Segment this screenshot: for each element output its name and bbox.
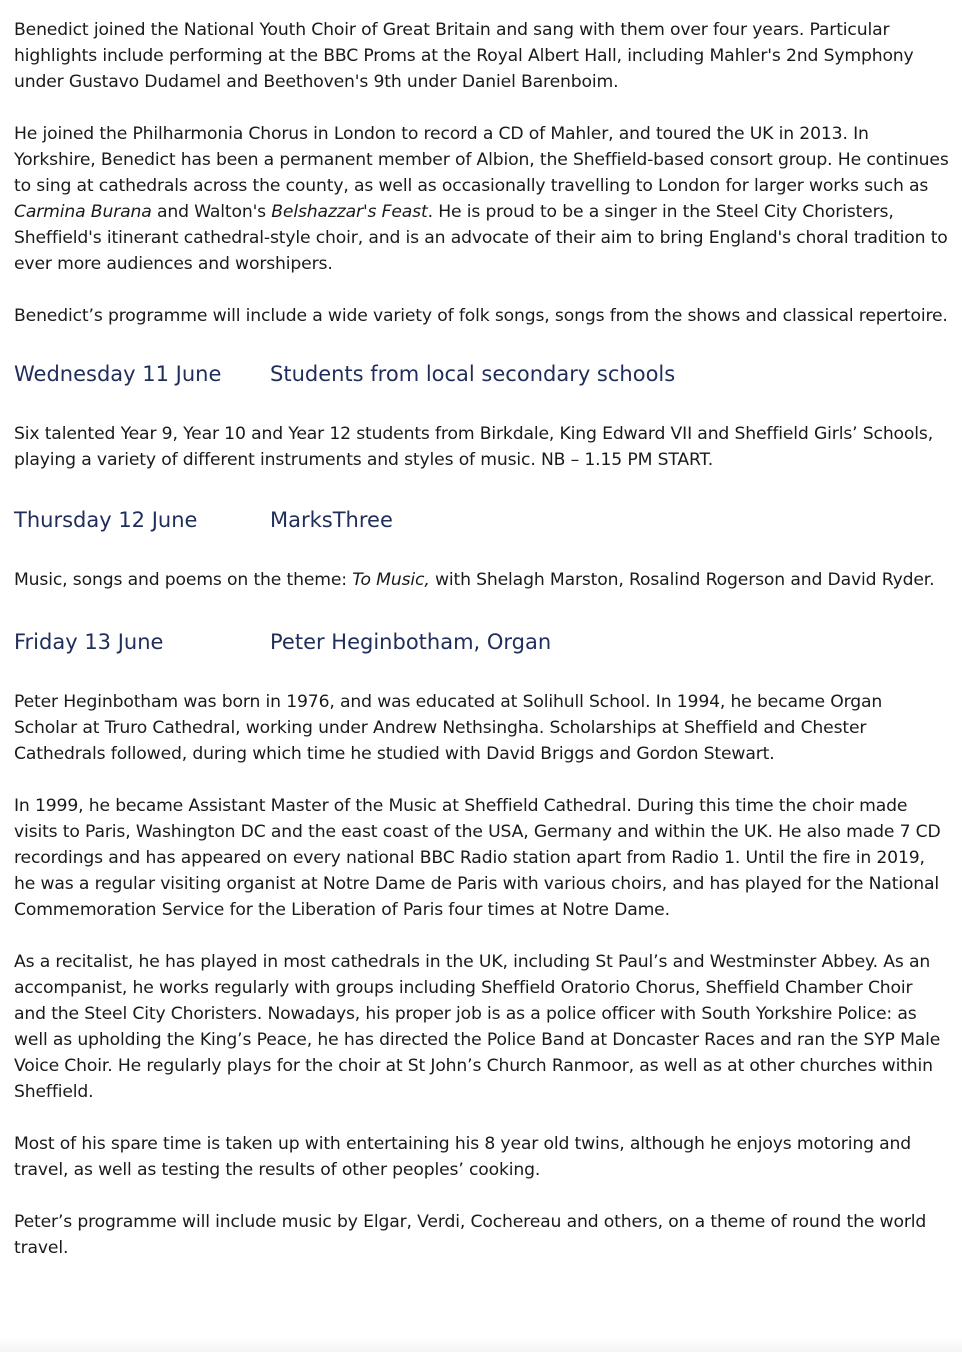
event-title: Students from local secondary schools	[270, 362, 676, 386]
event-heading-wednesday	[14, 359, 949, 389]
benedict-p2-italic-carmina: Carmina Burana	[14, 202, 152, 222]
peter-paragraph-1: Peter Heginbotham was born in 1976, and was educated at Solihull School. In 1994, he became Organ Scholar at Truro Cathedral, working under Andrew Nethsingha. Scholarships at Sheffield and Chester Cathedrals followed, during which time he studied with David Briggs and Gordon Stewart.	[14, 692, 883, 764]
thursday-description	[14, 567, 949, 593]
event-date: Wednesday 11 June	[14, 362, 222, 386]
thursday-desc-a: Music, songs and poems on the theme:	[14, 570, 353, 590]
thursday-desc-b: with Shelagh Marston, Rosalind Rogerson and David Ryder.	[429, 570, 935, 590]
event-title: Peter Heginbotham, Organ	[270, 630, 552, 654]
event-date: Friday 13 June	[14, 630, 164, 654]
benedict-p2-text-c: . He is proud to be a singer in the Steel City Choristers, Sheffield's itinerant cathedral-style choir, and is an advocate of their aim to bring England's choral tradition to ever more audiences and worshipers.	[14, 202, 948, 274]
benedict-p2-text-a: He joined the Philharmonia Chorus in London to record a CD of Mahler, and toured the UK in 2013. In Yorkshire, Benedict has been a permanent member of Albion, the Sheffield-based consort group. He continues to sing at cathedrals across the county, as well as occasionally travelling to London for larger works such as	[14, 124, 949, 196]
peter-paragraph-3: As a recitalist, he has played in most cathedrals in the UK, including St Paul’s and Westminster Abbey. As an accompanist, he works regularly with groups including Sheffield Oratorio Chorus, Sheffield Chamber Choir and the Steel City Choristers. Nowadays, his proper job is as a police officer with South Yorkshire Police: as well as upholding the King’s Peace, he has directed the Police Band at Doncaster Races and ran the SYP Male Voice Choir. He regularly plays for the choir at St John’s Church Ranmoor, as well as at other churches within Sheffield.	[14, 952, 941, 1102]
benedict-p2-italic-belshazzar: Belshazzar's Feast	[271, 202, 428, 222]
event-date: Thursday 12 June	[14, 508, 198, 532]
page-bottom-edge	[0, 1338, 962, 1352]
benedict-p2-text-b: and Walton's	[151, 202, 272, 222]
peter-paragraph-4: Most of his spare time is taken up with entertaining his 8 year old twins, although he enjoys motoring and travel, as well as testing the results of other peoples’ cooking.	[14, 1134, 912, 1180]
event-heading-friday	[14, 627, 949, 657]
thursday-desc-italic: To Music,	[352, 570, 430, 590]
benedict-programme: Benedict’s programme will include a wide variety of folk songs, songs from the shows and classical repertoire.	[14, 306, 948, 326]
peter-programme: Peter’s programme will include music by Elgar, Verdi, Cochereau and others, on a theme of round the world travel.	[14, 1212, 927, 1258]
wednesday-description: Six talented Year 9, Year 10 and Year 12 students from Birkdale, King Edward VII and Sheffield Girls’ Schools, playing a variety of different instruments and styles of music. NB – 1.15 PM START.	[14, 424, 934, 470]
peter-paragraph-2: In 1999, he became Assistant Master of the Music at Sheffield Cathedral. During this time the choir made visits to Paris, Washington DC and the east coast of the USA, Germany and within the UK. He also made 7 CD recordings and has appeared on every national BBC Radio station apart from Radio 1. Until the fire in 2019, he was a regular visiting organist at Notre Dame de Paris with various choirs, and has played for the National Commemoration Service for the Liberation of Paris four times at Notre Dame.	[14, 796, 941, 920]
document-page	[14, 17, 949, 1261]
event-title: MarksThree	[270, 508, 393, 532]
event-heading-thursday	[14, 505, 949, 535]
benedict-paragraph-1: Benedict joined the National Youth Choir of Great Britain and sang with them over four years. Particular highlights include performing at the BBC Proms at the Royal Albert Hall, including Mahler's 2nd Symphony under Gustavo Dudamel and Beethoven's 9th under Daniel Barenboim.	[14, 20, 914, 92]
benedict-paragraph-2	[14, 121, 949, 277]
